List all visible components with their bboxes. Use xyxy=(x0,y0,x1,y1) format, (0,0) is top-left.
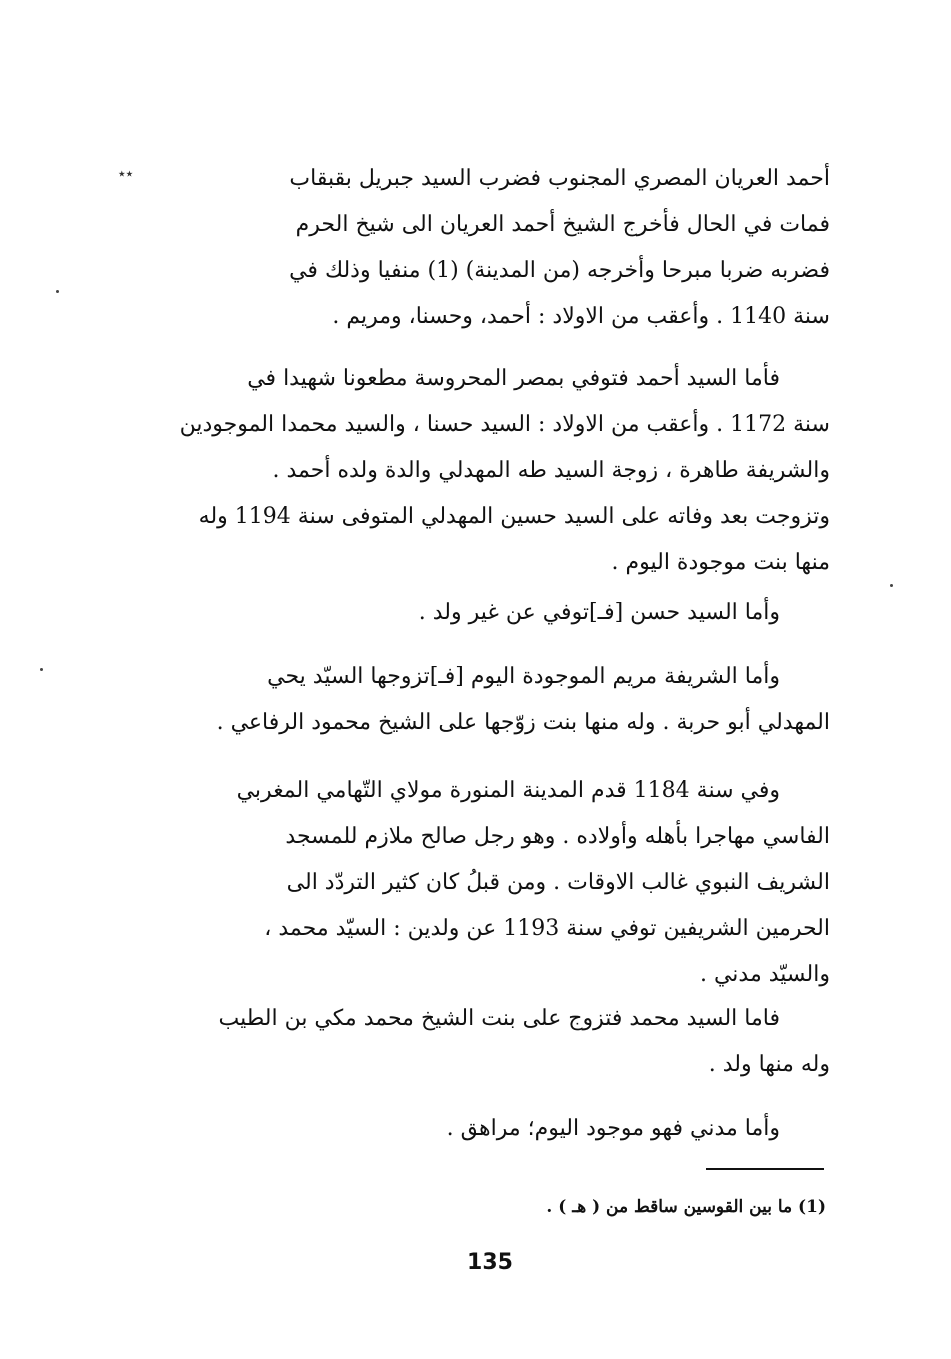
text-line: الحرمين الشريفين توفي سنة 1193 عن ولدين : السيّد محمد ، xyxy=(264,916,830,941)
marginal-mark: ٭٭ xyxy=(118,166,134,182)
scan-speck xyxy=(890,584,893,587)
text-line: المهدلي أبو حربة . وله منها بنت زوّجها على الشيخ محمود الرفاعي . xyxy=(216,710,830,735)
paragraph-1 xyxy=(150,156,830,340)
text-line: والسيّد مدني . xyxy=(699,962,830,987)
text-line: سنة 1140 . وأعقب من الاولاد : أحمد، وحسنا، ومريم . xyxy=(332,304,830,329)
text-line: أحمد العريان المصري المجنوب فضرب السيد جبريل بقبقاب xyxy=(289,166,830,191)
scan-speck xyxy=(56,290,59,293)
paragraph-5 xyxy=(150,768,830,998)
text-line: وله منها ولد . xyxy=(708,1052,830,1077)
text-line: فأما السيد أحمد فتوفي بمصر المحروسة مطعونا شهيدا في xyxy=(247,366,780,391)
footnote-divider xyxy=(706,1168,824,1170)
paragraph-3 xyxy=(150,590,830,636)
text-line: وأما مدني فهو موجود اليوم؛ مراهق . xyxy=(446,1116,780,1141)
text-line: فاما السيد محمد فتزوج على بنت الشيخ محمد مكي بن الطيب xyxy=(218,1006,780,1031)
text-line: الفاسي مهاجرا بأهله وأولاده . وهو رجل صالح ملازم للمسجد xyxy=(285,824,830,849)
text-line: والشريفة طاهرة ، زوجة السيد طه المهدلي والدة ولده أحمد . xyxy=(272,458,830,483)
text-line: وفي سنة 1184 قدم المدينة المنورة مولاي التّهامي المغربي xyxy=(236,778,780,803)
paragraph-7 xyxy=(150,1106,830,1152)
text-line: سنة 1172 . وأعقب من الاولاد : السيد حسنا ، والسيد محمدا الموجودين xyxy=(179,412,830,437)
paragraph-4 xyxy=(150,654,830,746)
page-number: 135 xyxy=(467,1250,513,1275)
text-line: وأما السيد حسن [فـ]توفي عن غير ولد . xyxy=(418,600,780,625)
paragraph-2 xyxy=(150,356,830,586)
text-line: وأما الشريفة مريم الموجودة اليوم [فـ]تزوجها السيّد يحي xyxy=(267,664,780,689)
footnote: (1) ما بين القوسين ساقط من ( هـ ) . xyxy=(546,1197,826,1217)
text-line: منها بنت موجودة اليوم . xyxy=(611,550,830,575)
paragraph-6 xyxy=(150,996,830,1088)
text-line: وتزوجت بعد وفاته على السيد حسين المهدلي المتوفى سنة 1194 وله xyxy=(198,504,830,529)
text-line: فمات في الحال فأخرج الشيخ أحمد العريان الى شيخ الحرم xyxy=(295,212,830,237)
text-line: الشريف النبوي غالب الاوقات . ومن قبلُ كان كثير التردّد الى xyxy=(286,870,830,895)
scan-speck xyxy=(40,668,43,671)
text-line: فضربه ضربا مبرحا وأخرجه (من المدينة) (1) منفيا وذلك في xyxy=(289,258,830,283)
